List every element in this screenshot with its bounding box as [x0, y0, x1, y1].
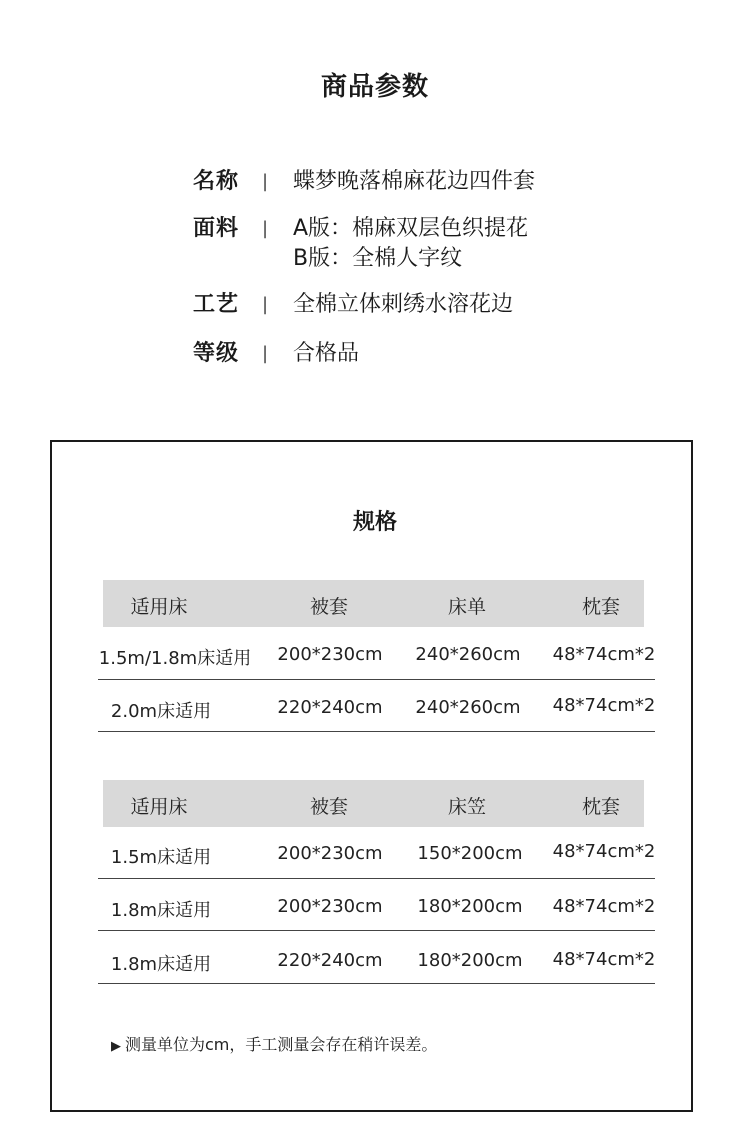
- table-cell: 48*74cm*2: [552, 644, 656, 665]
- table-cell: 240*260cm: [415, 697, 521, 718]
- table-cell: 200*230cm: [277, 644, 383, 665]
- param-label: 面料: [193, 216, 240, 241]
- table-cell: 180*200cm: [417, 896, 523, 917]
- param-separator: |: [262, 171, 269, 192]
- table-cell: 1.8m床适用: [110, 900, 212, 921]
- param-value: [293, 167, 535, 197]
- header-cell: 床笠: [447, 796, 487, 818]
- param-value-line: B版：全棉人字纹: [293, 246, 463, 271]
- header-cell: 枕套: [581, 796, 621, 818]
- header-cell: 被套: [309, 796, 349, 818]
- param-separator: |: [262, 294, 269, 315]
- header-cell: 床单: [447, 596, 487, 618]
- table-cell: 220*240cm: [277, 697, 383, 718]
- row-divider: [98, 679, 655, 680]
- header-cell: 适用床: [130, 596, 188, 618]
- row-divider: [98, 731, 655, 732]
- triangle-right-icon: ▶: [111, 1039, 121, 1054]
- row-divider: [98, 878, 655, 879]
- param-value: [293, 339, 359, 369]
- param-value-line: 全棉立体刺绣水溶花边: [293, 292, 514, 317]
- table-cell: 1.5m/1.8m床适用: [98, 648, 252, 669]
- param-value: [293, 290, 513, 320]
- table-cell: 48*74cm*2: [552, 841, 656, 862]
- header-cell: 适用床: [130, 796, 188, 818]
- param-value: [293, 214, 528, 274]
- table-cell: 240*260cm: [415, 644, 521, 665]
- table-cell: 2.0m床适用: [110, 701, 212, 722]
- table-cell: 1.5m床适用: [110, 847, 212, 868]
- param-value-line: 蝶梦晚落棉麻花边四件套: [293, 169, 536, 194]
- table-cell: 48*74cm*2: [552, 695, 656, 716]
- param-label: 工艺: [193, 292, 240, 317]
- spec-box: [50, 440, 693, 1112]
- param-value-line: 合格品: [293, 341, 360, 366]
- header-cell: 枕套: [581, 596, 621, 618]
- header-cell: 被套: [309, 596, 349, 618]
- table-cell: 1.8m床适用: [110, 954, 212, 975]
- param-value-line: A版：棉麻双层色织提花: [293, 216, 529, 241]
- param-label: 等级: [193, 341, 240, 366]
- table-cell: 48*74cm*2: [552, 949, 656, 970]
- measurement-note: [111, 1032, 437, 1055]
- spec-title: 规格: [352, 510, 397, 535]
- param-label: 名称: [193, 169, 240, 194]
- row-divider: [98, 930, 655, 931]
- row-divider: [98, 983, 655, 984]
- table-cell: 200*230cm: [277, 896, 383, 917]
- table-cell: 200*230cm: [277, 843, 383, 864]
- note-text: 测量单位为cm，手工测量会存在稍许误差。: [125, 1035, 438, 1054]
- table-cell: 180*200cm: [417, 950, 523, 971]
- param-separator: |: [262, 343, 269, 364]
- table-cell: 220*240cm: [277, 950, 383, 971]
- param-separator: |: [262, 218, 269, 239]
- page-title: 商品参数: [320, 72, 429, 102]
- table-cell: 150*200cm: [417, 843, 523, 864]
- table-cell: 48*74cm*2: [552, 896, 656, 917]
